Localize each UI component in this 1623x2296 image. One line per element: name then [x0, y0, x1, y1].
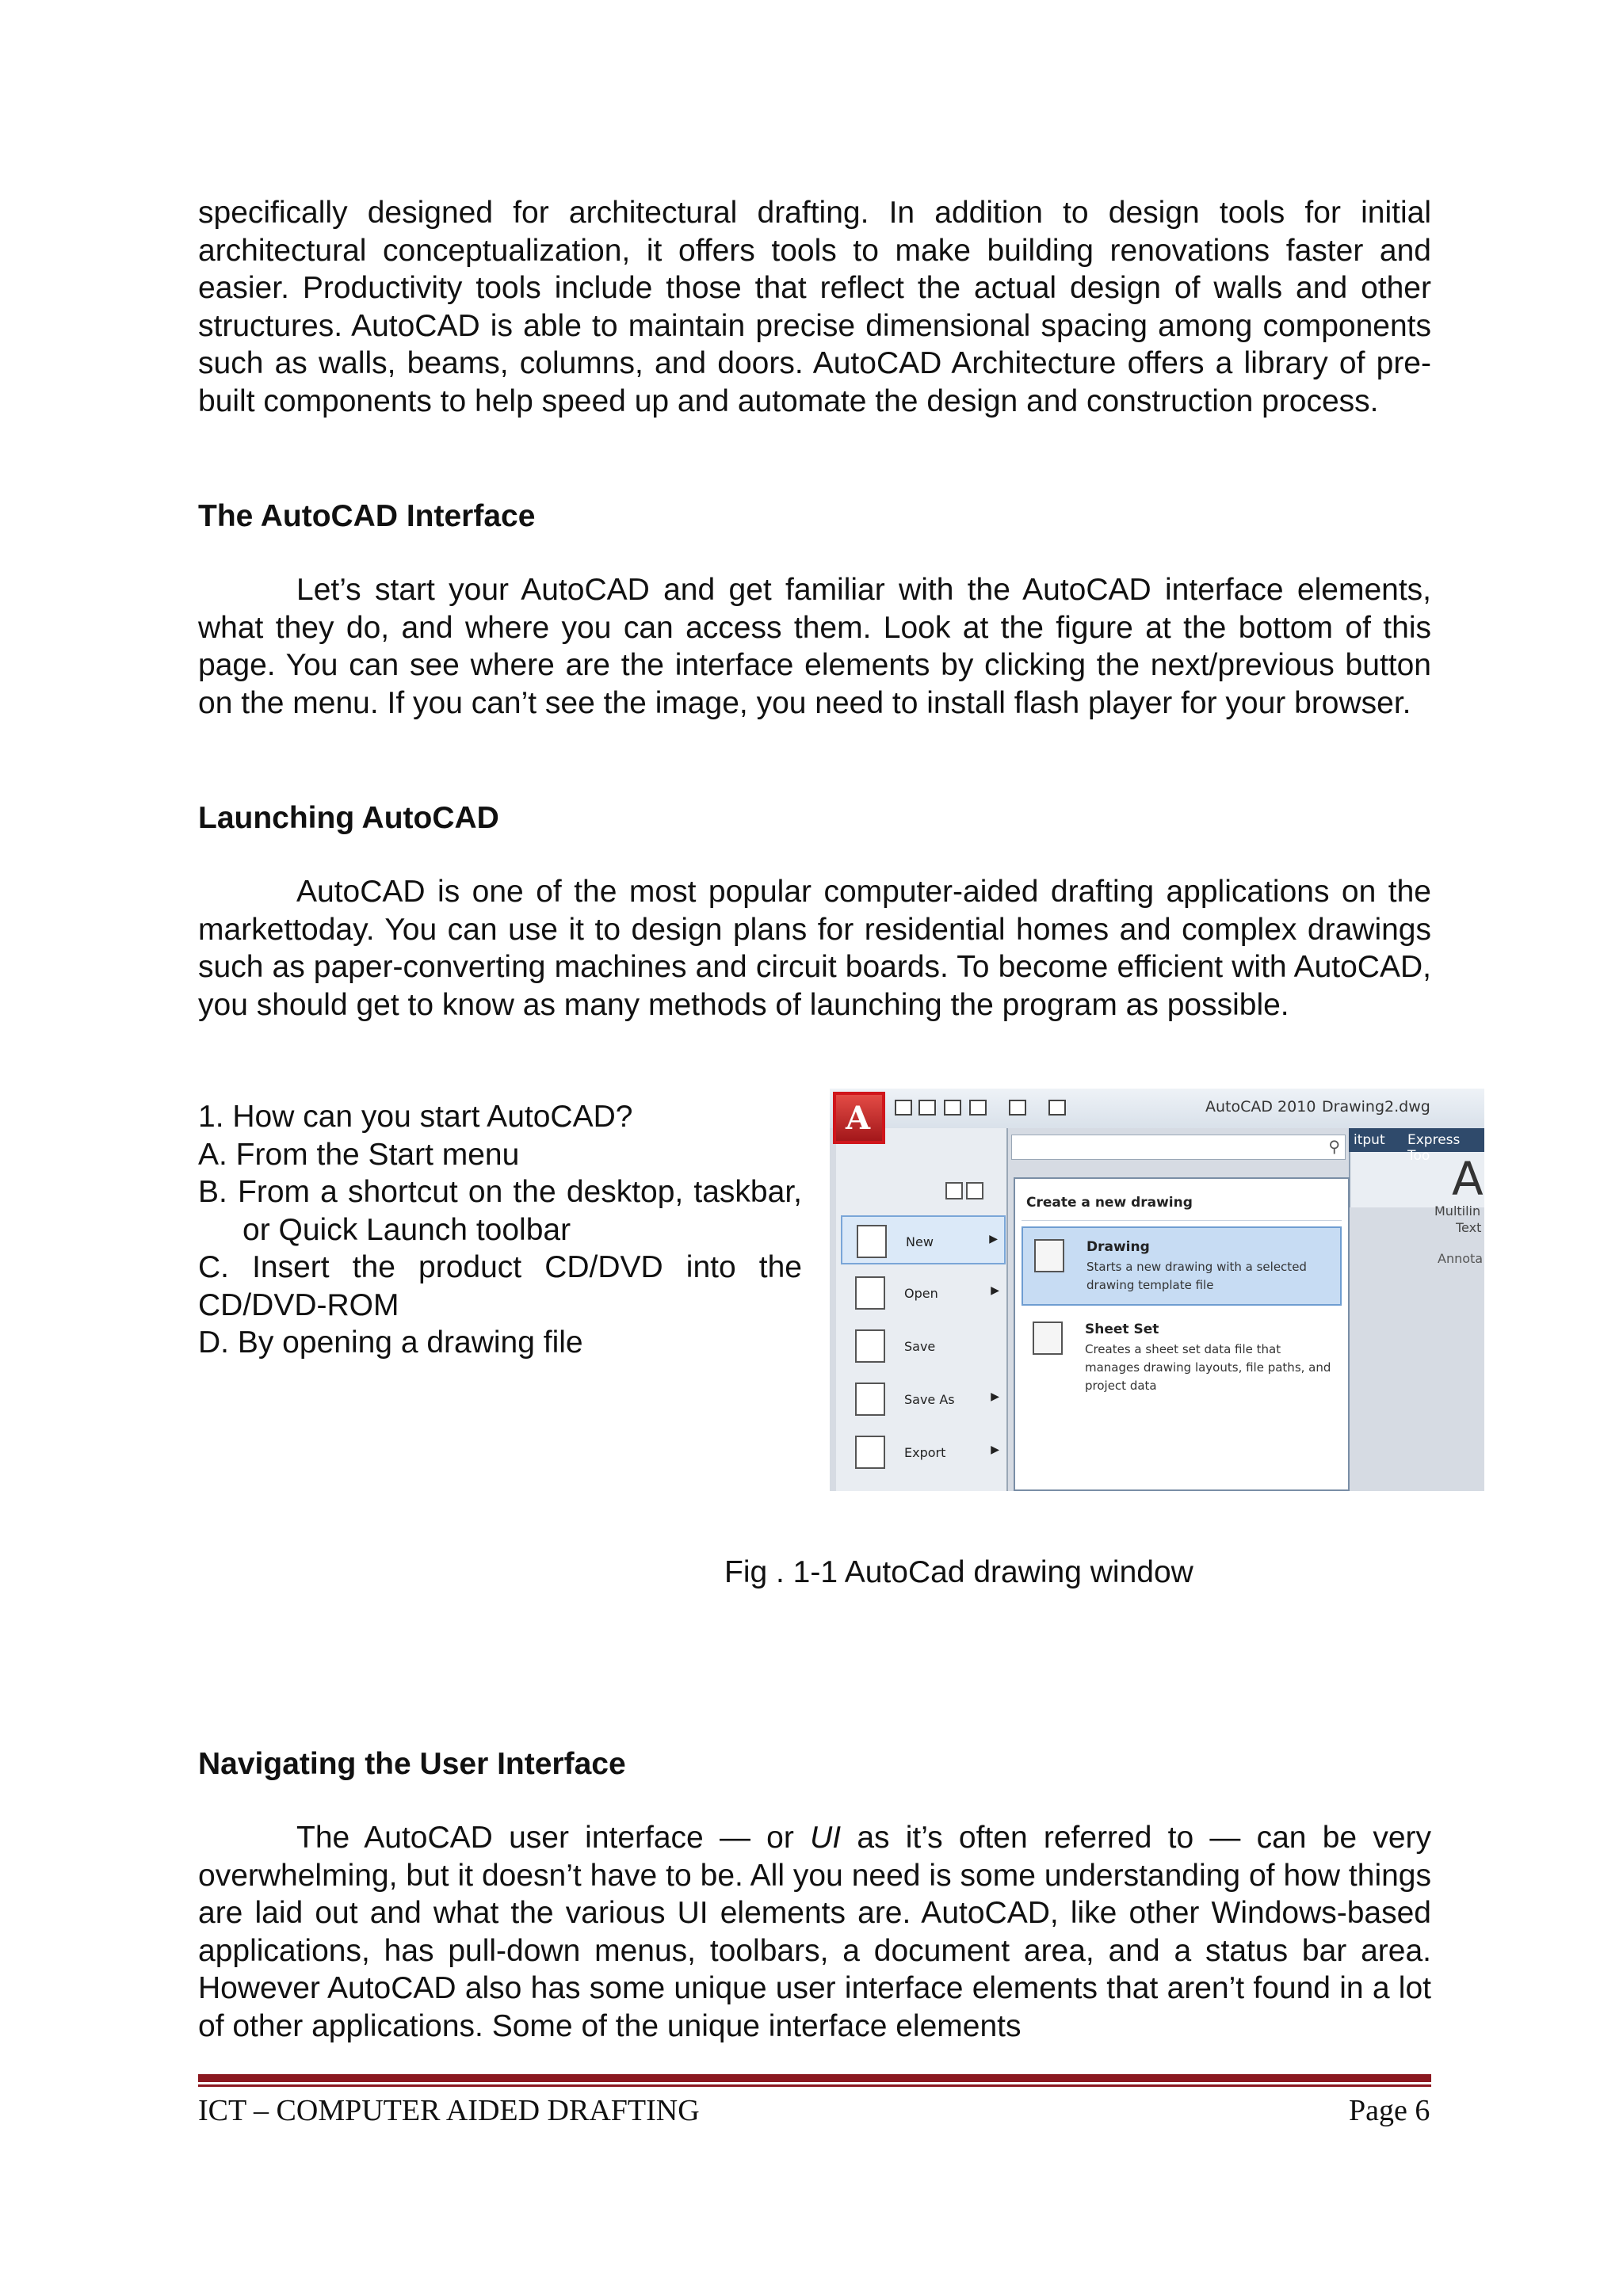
quick-access-toolbar [830, 1089, 1484, 1128]
window-title-document: Drawing2.dwg [1322, 1098, 1430, 1116]
footer-course-title: ICT – COMPUTER AIDED DRAFTING [198, 2094, 700, 2127]
figure-caption: Fig . 1-1 AutoCad drawing window [724, 1555, 1193, 1589]
menu-item-save: Save [841, 1322, 1006, 1371]
menu-item-new: New ▶ [841, 1215, 1006, 1264]
sheet-set-icon [1033, 1322, 1063, 1355]
print-icon [1048, 1100, 1066, 1116]
submenu-header: Create a new drawing [1026, 1195, 1193, 1211]
quiz-question [198, 1098, 802, 1362]
autocad-window-figure [830, 1089, 1484, 1491]
export-icon [855, 1436, 885, 1469]
submenu-divider [1022, 1220, 1342, 1221]
new-submenu-panel [1014, 1177, 1350, 1491]
undo-icon [969, 1100, 987, 1116]
footer-rule-thick [198, 2074, 1431, 2082]
open-folder-icon [855, 1276, 885, 1310]
menu-item-save-as: Save As ▶ [841, 1375, 1006, 1424]
menu-item-export: Export ▶ [841, 1428, 1006, 1477]
heading-autocad-interface: The AutoCAD Interface [198, 499, 536, 533]
intro-paragraph: specifically designed for architectural drafting. In addition to design tools for initial architectural conceptualization, it offers tools to make building renovations faster and easier. Productivity tools include those that reflect the actual design of walls and other structures. AutoCAD is able to maintain precise dimensional spacing among components such as walls, beams, columns, and doors. AutoCAD Architecture offers a library of pre-built components to help speed up and automate the design and construction process. [198, 196, 1431, 418]
dwg-file-icon [1034, 1239, 1064, 1272]
option-sheet-set: Sheet Set Creates a sheet set data file that manages drawing layouts, file paths, and project data [1022, 1310, 1342, 1398]
interface-paragraph: Let’s start your AutoCAD and get familiar with the AutoCAD interface elements, what they do, and where you can access them. Look at the figure at the bottom of this page. You can see where are the interface elements by clicking the next/previous button on the menu. If you can’t see the image, you need to install flash player for your browser. [198, 573, 1431, 720]
save-icon [944, 1100, 961, 1116]
option-drawing: Drawing Starts a new drawing with a selected drawing template file [1022, 1226, 1342, 1306]
ribbon-tabs [1349, 1128, 1484, 1164]
ribbon-multiline-label: Multilin [1434, 1203, 1481, 1219]
launching-paragraph: AutoCAD is one of the most popular computer-aided drafting applications on the markettoday. You can use it to design plans for residential homes and complex drawings such as paper-converting machines and circuit boards. To become efficient with AutoCAD, you should get to know as many methods of launching the program as possible. [198, 875, 1431, 1022]
heading-launching-autocad: Launching AutoCAD [198, 801, 499, 835]
navigating-paragraph: The AutoCAD user interface — or UI as it’s often referred to — can be very overwhelming, but it doesn’t have to be. All you need is some understanding of how things are laid out and what the various UI elements are. AutoCAD, like other Windows-based applications, has pull-down menus, toolbars, a document area, and a status bar area. However AutoCAD also has some unique user interface elements that aren’t found in a lot of other applications. Some of the unique interface elements [198, 1821, 1432, 2043]
answer-b-continued: or Quick Launch toolbar [242, 1212, 571, 1247]
submenu-arrow-icon: ▶ [991, 1390, 999, 1403]
ribbon-tab-output: itput [1354, 1132, 1385, 1148]
answer-a: A. From the Start menu [198, 1137, 520, 1172]
submenu-arrow-icon: ▶ [991, 1444, 999, 1456]
answer-b: B. From a shortcut on the desktop, taskbar, [198, 1175, 802, 1209]
ribbon-text-label: Text [1456, 1220, 1482, 1235]
ribbon-tab-express-tools: Express Too [1407, 1132, 1461, 1164]
window-title-app: AutoCAD 2010 [1205, 1098, 1316, 1116]
heading-navigating-ui: Navigating the User Interface [198, 1747, 626, 1781]
multiline-text-icon: A [1452, 1152, 1484, 1206]
recent-documents-icons [945, 1182, 993, 1201]
save-as-icon [855, 1383, 885, 1416]
submenu-arrow-icon: ▶ [991, 1284, 999, 1297]
new-file-icon [895, 1100, 912, 1116]
question-text: 1. How can you start AutoCAD? [198, 1100, 633, 1134]
search-icon: ⚲ [1328, 1137, 1340, 1156]
new-document-icon [857, 1225, 887, 1258]
save-disk-icon [855, 1329, 885, 1363]
answer-c: C. Insert the product CD/DVD into the CD/DVD-ROM [198, 1250, 802, 1322]
ribbon-annotation-label: Annota [1438, 1251, 1484, 1266]
redo-icon [1009, 1100, 1026, 1116]
open-docs-icon [966, 1182, 983, 1199]
menu-search-input [1011, 1135, 1346, 1160]
footer-page-number: Page 6 [1349, 2094, 1430, 2127]
answer-d: D. By opening a drawing file [198, 1325, 583, 1360]
open-folder-icon [918, 1100, 936, 1116]
application-menu-button: A [833, 1092, 885, 1144]
recent-docs-icon [945, 1182, 963, 1199]
submenu-arrow-icon: ▶ [989, 1233, 998, 1245]
footer-rule-thin [198, 2084, 1431, 2087]
menu-item-open: Open ▶ [841, 1268, 1006, 1318]
